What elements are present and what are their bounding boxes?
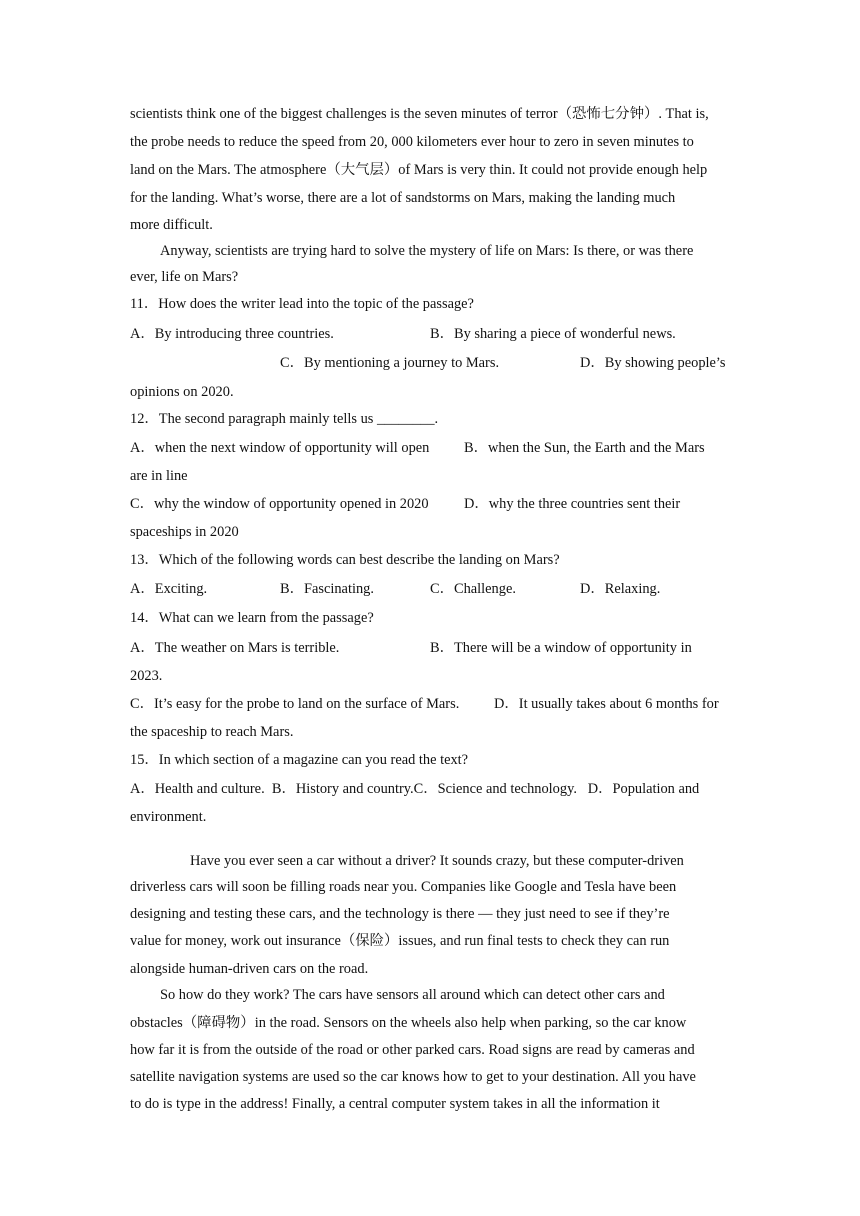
passage-line: designing and testing these cars, and the technology is there — they just need to see if they’re bbox=[130, 906, 670, 922]
passage-line: satellite navigation systems are used so the car knows how to get to your destination. All you have bbox=[130, 1069, 696, 1085]
option-d: D．By showing people’s bbox=[580, 355, 726, 371]
option-c: C．Challenge. bbox=[430, 581, 516, 597]
option-b: B．when the Sun, the Earth and the Mars bbox=[464, 440, 705, 456]
passage-line: alongside human-driven cars on the road. bbox=[130, 961, 369, 977]
option-d: D．why the three countries sent their bbox=[464, 496, 681, 512]
option-c: C．why the window of opportunity opened in 2020 bbox=[130, 496, 429, 512]
question-stem: 14．What can we learn from the passage? bbox=[130, 610, 374, 626]
question-stem: 15．In which section of a magazine can you read the text? bbox=[130, 752, 469, 768]
passage-line: value for money, work out insurance（保险）issues, and run final tests to check they can run bbox=[130, 933, 670, 949]
option-a: A．when the next window of opportunity will open bbox=[130, 440, 430, 456]
question-stem: 11．How does the writer lead into the topic of the passage? bbox=[130, 296, 474, 312]
option-b-continued: are in line bbox=[130, 468, 188, 484]
option-d: D．Relaxing. bbox=[580, 581, 661, 597]
passage-line: for the landing. What’s worse, there are a lot of sandstorms on Mars, making the landing much bbox=[130, 190, 676, 206]
option-d-continued: opinions on 2020. bbox=[130, 384, 234, 400]
option-b: B．Fascinating. bbox=[280, 581, 374, 597]
passage-line: land on the Mars. The atmosphere（大气层）of Mars is very thin. It could not provide enough help bbox=[130, 162, 708, 178]
option-b-continued: 2023. bbox=[130, 668, 163, 684]
option-a: A．Exciting. bbox=[130, 581, 208, 597]
options-line: A．Health and culture. B．History and country.C．Science and technology. D．Population and bbox=[130, 781, 700, 797]
passage-line: scientists think one of the biggest challenges is the seven minutes of terror（恐怖七分钟）. That is, bbox=[130, 106, 709, 122]
question-stem: 13．Which of the following words can best describe the landing on Mars? bbox=[130, 552, 560, 568]
passage-line: Anyway, scientists are trying hard to solve the mystery of life on Mars: Is there, or was there bbox=[160, 243, 694, 259]
passage-line: how far it is from the outside of the road or other parked cars. Road signs are read by cameras and bbox=[130, 1042, 695, 1058]
option-d-continued: spaceships in 2020 bbox=[130, 524, 239, 540]
option-b: B．By sharing a piece of wonderful news. bbox=[430, 326, 676, 342]
question-stem: 12．The second paragraph mainly tells us ________. bbox=[130, 411, 439, 427]
option-d: D．It usually takes about 6 months for bbox=[494, 696, 719, 712]
passage-line: Have you ever seen a car without a driver? It sounds crazy, but these computer-driven bbox=[190, 853, 684, 869]
option-b: B．There will be a window of opportunity in bbox=[430, 640, 692, 656]
passage-line: more difficult. bbox=[130, 217, 213, 233]
passage-line: ever, life on Mars? bbox=[130, 269, 239, 285]
passage-line: So how do they work? The cars have sensors all around which can detect other cars and bbox=[160, 987, 665, 1003]
passage-line: to do is type in the address! Finally, a central computer system takes in all the information it bbox=[130, 1096, 660, 1112]
passage-line: obstacles（障碍物）in the road. Sensors on the wheels also help when parking, so the car know bbox=[130, 1015, 687, 1031]
passage-line: driverless cars will soon be filling roads near you. Companies like Google and Tesla have been bbox=[130, 879, 677, 895]
option-c: C．It’s easy for the probe to land on the surface of Mars. bbox=[130, 696, 460, 712]
option-c: C．By mentioning a journey to Mars. bbox=[280, 355, 500, 371]
option-d-continued: the spaceship to reach Mars. bbox=[130, 724, 294, 740]
passage-line: the probe needs to reduce the speed from 20, 000 kilometers ever hour to zero in seven minutes to bbox=[130, 134, 694, 150]
options-line-continued: environment. bbox=[130, 809, 207, 825]
option-a: A．By introducing three countries. bbox=[130, 326, 334, 342]
option-a: A．The weather on Mars is terrible. bbox=[130, 640, 340, 656]
